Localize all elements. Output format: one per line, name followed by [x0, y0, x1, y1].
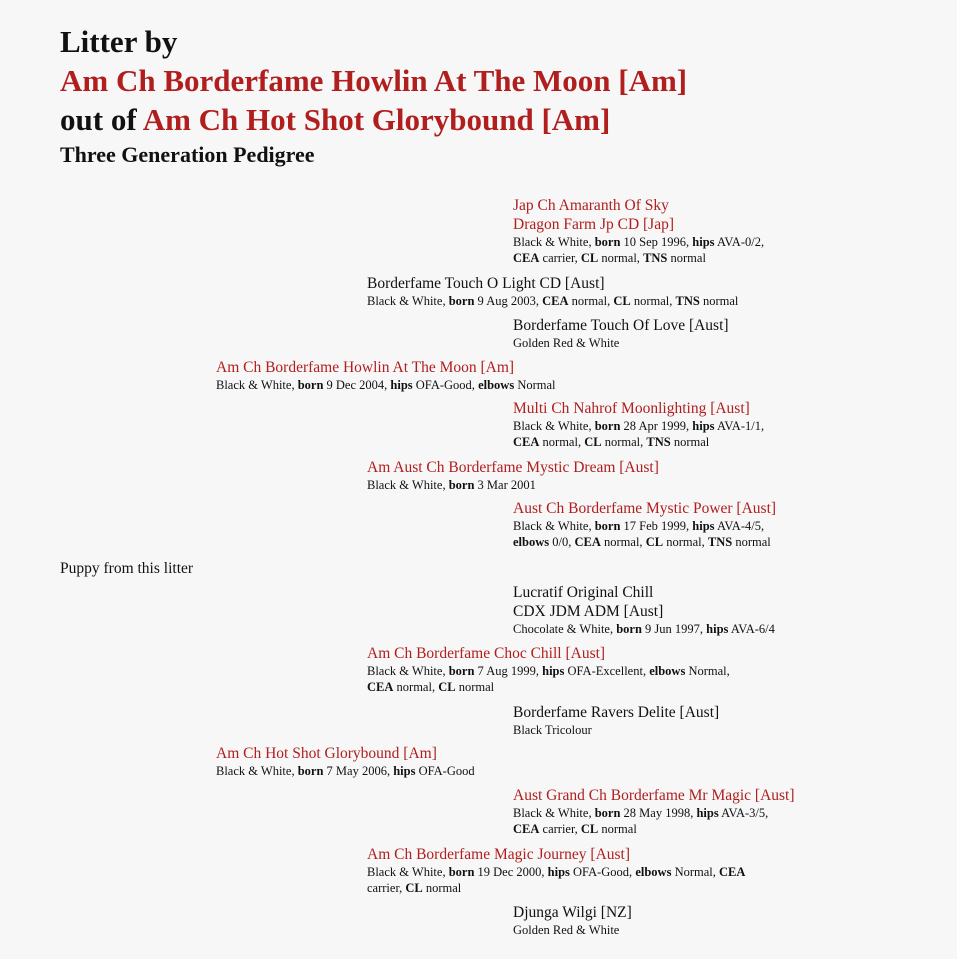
detail-label: CL — [438, 680, 456, 694]
detail-value: OFA-Excellent, — [564, 664, 650, 678]
detail-value: normal — [422, 881, 462, 895]
detail-line — [513, 250, 764, 266]
detail-label: CEA — [719, 865, 746, 879]
detail-value: 7 May 2006, — [323, 764, 394, 778]
detail-label: CEA — [542, 294, 569, 308]
detail-label: CL — [580, 251, 599, 265]
pedigree-entry — [513, 196, 764, 266]
detail-value: Black & White, — [513, 806, 595, 820]
dog-name: Am Ch Borderfame Choc Chill [Aust] — [367, 645, 606, 662]
title-line-1: Litter by — [60, 24, 178, 59]
detail-label: TNS — [707, 535, 733, 549]
detail-label: born — [297, 764, 324, 778]
detail-line — [367, 477, 659, 493]
sire-title: Am Ch Borderfame Howlin At The Moon [Am] — [60, 63, 688, 98]
detail-label: CL — [613, 294, 631, 308]
pedigree-entry — [513, 399, 764, 450]
pedigree-subtitle: Three Generation Pedigree — [60, 142, 315, 167]
detail-label: CEA — [513, 822, 540, 836]
detail-value: normal — [667, 251, 706, 265]
dog-details — [513, 805, 795, 837]
detail-value: normal, — [630, 294, 676, 308]
detail-label: hips — [542, 664, 565, 678]
detail-line — [513, 621, 775, 637]
detail-value: normal — [699, 294, 739, 308]
detail-value: OFA-Good, — [569, 865, 636, 879]
detail-label: born — [594, 806, 621, 820]
detail-value: Black & White, — [367, 664, 449, 678]
detail-label: CL — [584, 435, 602, 449]
detail-line — [513, 821, 795, 837]
dog-details — [513, 621, 775, 637]
dog-details — [513, 518, 776, 550]
detail-label: elbows — [478, 378, 515, 392]
detail-value: Black & White, — [513, 235, 595, 249]
detail-label: CEA — [513, 251, 540, 265]
detail-value: AVA-1/1, — [714, 419, 765, 433]
detail-label: elbows — [635, 865, 672, 879]
detail-value: AVA-4/5, — [714, 519, 765, 533]
detail-line — [513, 922, 632, 938]
detail-label: CEA — [367, 680, 394, 694]
detail-value: Black & White, — [216, 764, 298, 778]
detail-value: 9 Jun 1997, — [641, 622, 707, 636]
dog-name: Borderfame Touch O Light CD [Aust] — [367, 275, 605, 292]
detail-label: hips — [706, 622, 729, 636]
detail-label: born — [448, 478, 475, 492]
detail-label: CEA — [513, 435, 540, 449]
detail-value: OFA-Good — [415, 764, 475, 778]
detail-line — [367, 679, 730, 695]
detail-label: born — [594, 519, 621, 533]
detail-label: TNS — [675, 294, 700, 308]
detail-value: normal — [670, 435, 710, 449]
dam-title-line — [60, 102, 610, 138]
detail-value: carrier, — [539, 822, 581, 836]
pedigree-entry — [367, 644, 730, 695]
detail-label: hips — [547, 865, 570, 879]
detail-value: normal, — [539, 435, 585, 449]
detail-line — [513, 234, 764, 250]
detail-label: born — [448, 664, 475, 678]
detail-line — [513, 434, 764, 450]
detail-value: Black & White, — [367, 865, 449, 879]
dog-name: Am Ch Borderfame Magic Journey [Aust] — [367, 846, 631, 863]
dog-name: Jap Ch Amaranth Of Sky — [513, 197, 669, 214]
dog-name: Borderfame Touch Of Love [Aust] — [513, 317, 729, 334]
detail-label: born — [448, 865, 475, 879]
dog-details — [216, 763, 475, 779]
pedigree-entry — [216, 358, 556, 393]
pedigree-entry — [216, 744, 475, 779]
detail-value: AVA-3/5, — [718, 806, 769, 820]
dog-details — [367, 293, 738, 309]
pedigree-entry — [367, 845, 745, 896]
detail-value: normal — [732, 535, 771, 549]
detail-label: elbows — [649, 664, 686, 678]
detail-value: 0/0, — [549, 535, 575, 549]
detail-value: Black & White, — [513, 519, 595, 533]
pedigree-entry — [513, 786, 795, 837]
detail-value: normal, — [663, 535, 708, 549]
pedigree-entry — [513, 703, 719, 738]
detail-line — [367, 880, 745, 896]
detail-line — [216, 377, 556, 393]
pedigree-entry — [367, 458, 659, 493]
dog-name: Lucratif Original Chill — [513, 584, 654, 601]
detail-value: 28 Apr 1999, — [620, 419, 693, 433]
detail-value: carrier, — [539, 251, 581, 265]
detail-value: 10 Sep 1996, — [620, 235, 693, 249]
detail-value: Black & White, — [216, 378, 298, 392]
detail-label: born — [448, 294, 475, 308]
detail-value: Black & White, — [367, 294, 449, 308]
detail-line — [367, 293, 738, 309]
detail-label: elbows — [513, 535, 550, 549]
dog-details — [513, 418, 764, 450]
detail-label: CEA — [574, 535, 601, 549]
detail-value: OFA-Good, — [412, 378, 479, 392]
dog-details — [513, 234, 764, 266]
detail-value: normal, — [393, 680, 439, 694]
detail-value: 28 May 1998, — [620, 806, 697, 820]
detail-label: born — [594, 235, 621, 249]
detail-value: 7 Aug 1999, — [474, 664, 543, 678]
detail-value: Golden Red & White — [513, 336, 620, 350]
detail-line — [513, 518, 776, 534]
detail-value: 19 Dec 2000, — [474, 865, 548, 879]
dog-details — [367, 477, 659, 493]
pedigree-entry — [513, 903, 632, 938]
dog-name: Am Ch Hot Shot Glorybound [Am] — [216, 745, 437, 762]
detail-value: Golden Red & White — [513, 923, 620, 937]
detail-label: hips — [393, 764, 416, 778]
dog-details — [367, 663, 730, 695]
dog-name: Aust Ch Borderfame Mystic Power [Aust] — [513, 500, 777, 517]
detail-label: TNS — [646, 435, 671, 449]
detail-value: Black & White, — [513, 419, 595, 433]
detail-line — [513, 805, 795, 821]
detail-label: CL — [645, 535, 664, 549]
detail-value: normal, — [568, 294, 614, 308]
detail-line — [367, 663, 730, 679]
detail-line — [367, 864, 745, 880]
pedigree-entry — [513, 499, 776, 550]
dog-name: Aust Grand Ch Borderfame Mr Magic [Aust] — [513, 787, 795, 804]
detail-label: hips — [692, 419, 715, 433]
dog-details — [216, 377, 556, 393]
detail-value: normal, — [601, 435, 647, 449]
detail-line — [513, 418, 764, 434]
dog-name: Am Aust Ch Borderfame Mystic Dream [Aust] — [367, 459, 659, 476]
detail-value: Normal, — [671, 865, 719, 879]
out-of-label: out of — [60, 102, 143, 137]
puppy-label: Puppy from this litter — [60, 560, 194, 577]
dog-details — [513, 335, 729, 351]
detail-line — [216, 763, 475, 779]
dog-details — [513, 722, 719, 738]
detail-line — [513, 335, 729, 351]
detail-label: CL — [580, 822, 599, 836]
detail-value: normal — [455, 680, 495, 694]
detail-value: 3 Mar 2001 — [474, 478, 536, 492]
detail-label: TNS — [643, 251, 668, 265]
detail-label: hips — [696, 806, 719, 820]
detail-line — [513, 534, 776, 550]
detail-value: normal, — [598, 251, 644, 265]
detail-label: born — [297, 378, 324, 392]
detail-value: AVA-0/2, — [714, 235, 765, 249]
dog-details — [367, 864, 745, 896]
detail-value: 9 Aug 2003, — [474, 294, 543, 308]
detail-label: hips — [390, 378, 413, 392]
dog-name: Djunga Wilgi [NZ] — [513, 904, 632, 921]
detail-label: born — [616, 622, 642, 636]
dog-name: Multi Ch Nahrof Moonlighting [Aust] — [513, 400, 750, 417]
detail-value: Normal, — [685, 664, 730, 678]
pedigree-entry — [513, 316, 729, 351]
detail-label: born — [594, 419, 621, 433]
detail-value: AVA-6/4 — [728, 622, 775, 636]
dog-name: CDX JDM ADM [Aust] — [513, 603, 664, 620]
detail-label: hips — [692, 235, 715, 249]
dam-title: Am Ch Hot Shot Glorybound [Am] — [142, 102, 611, 137]
detail-label: hips — [692, 519, 715, 533]
dog-name: Dragon Farm Jp CD [Jap] — [513, 216, 675, 233]
pedigree-entry — [367, 274, 738, 309]
dog-details — [513, 922, 632, 938]
detail-value: 9 Dec 2004, — [323, 378, 391, 392]
detail-value: Black Tricolour — [513, 723, 592, 737]
pedigree-entry — [513, 583, 775, 637]
detail-value: normal, — [600, 535, 646, 549]
detail-value: carrier, — [367, 881, 406, 895]
detail-line — [513, 722, 719, 738]
detail-value: normal — [598, 822, 637, 836]
detail-value: Chocolate & White, — [513, 622, 617, 636]
dog-name: Am Ch Borderfame Howlin At The Moon [Am] — [216, 359, 515, 376]
dog-name: Borderfame Ravers Delite [Aust] — [513, 704, 720, 721]
detail-label: CL — [405, 881, 423, 895]
detail-value: Normal — [514, 378, 556, 392]
detail-value: Black & White, — [367, 478, 449, 492]
detail-value: 17 Feb 1999, — [620, 519, 693, 533]
